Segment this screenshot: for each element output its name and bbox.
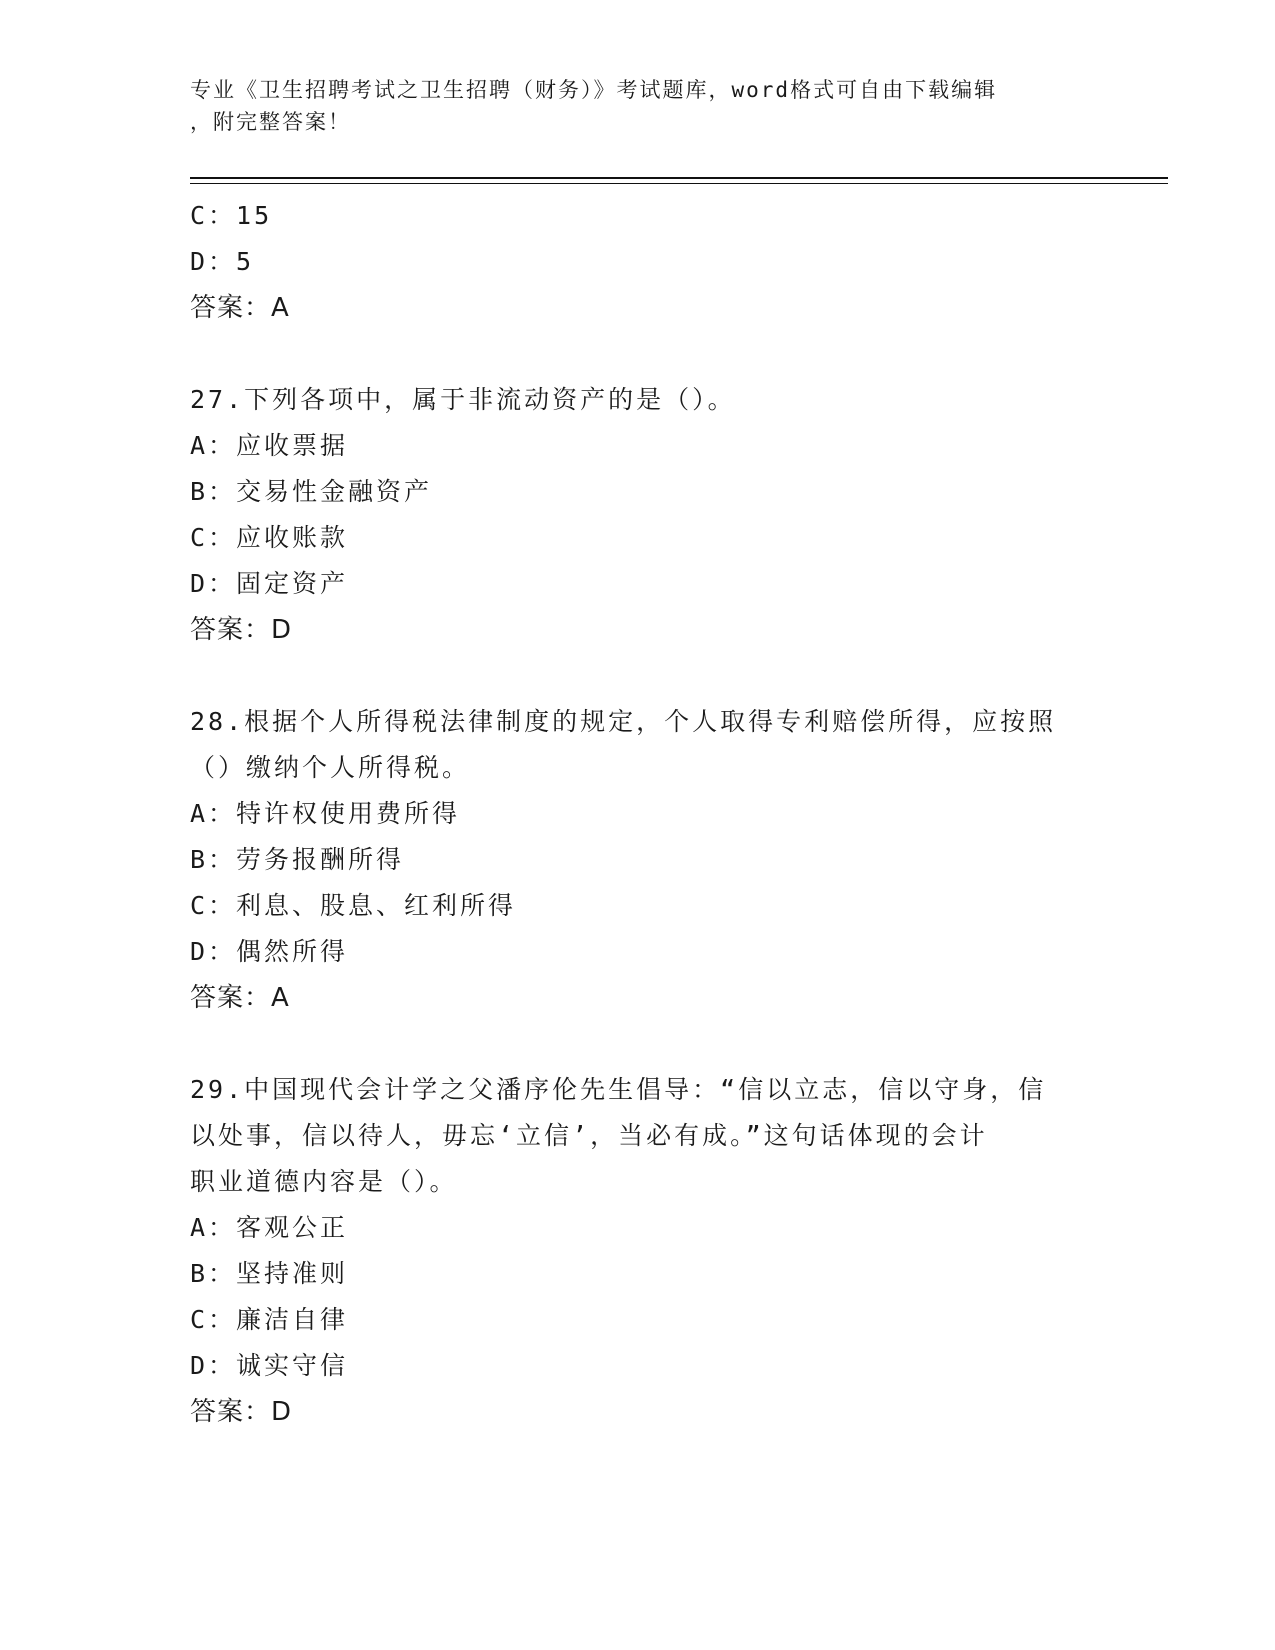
option-c: C：应收账款 [190,523,349,552]
answer-line: 答案：D [190,615,293,645]
header-line-2: ，附完整答案！ [190,110,351,134]
header-divider-thick [190,177,1168,179]
answer-line: 答案：A [190,293,290,323]
question-text-continued: 以处事，信以待人，毋忘‘立信’，当必有成。”这句话体现的会计 [190,1121,988,1150]
question-text: 27.下列各项中，属于非流动资产的是（）。 [190,385,736,414]
option-d: D：偶然所得 [190,937,349,966]
question-29 [190,1067,1090,1435]
question-28 [190,699,1090,1021]
option-d: D：固定资产 [190,569,349,598]
option-c: C：15 [190,201,273,230]
header-divider-thin [190,183,1168,184]
question-text-continued: 职业道德内容是（）。 [190,1167,458,1196]
option-c: C：廉洁自律 [190,1305,349,1334]
option-d: D：诚实守信 [190,1351,349,1380]
header-line-1: 专业《卫生招聘考试之卫生招聘（财务）》考试题库，word格式可自由下载编辑 [190,78,998,102]
answer-line: 答案：D [190,1397,293,1427]
document-body [190,193,1090,1435]
question-27 [190,377,1090,653]
option-b: B：劳务报酬所得 [190,845,405,874]
question-26-tail [190,193,1090,331]
question-text: 29.中国现代会计学之父潘序伦先生倡导：“信以立志，信以守身，信 [190,1075,1047,1104]
answer-line: 答案：A [190,983,290,1013]
option-d: D：5 [190,247,255,276]
question-text-continued: （）缴纳个人所得税。 [190,753,471,782]
document-header [190,74,1090,138]
question-text: 28.根据个人所得税法律制度的规定，个人取得专利赔偿所得，应按照 [190,707,1057,736]
option-a: A：客观公正 [190,1213,349,1242]
option-b: B：坚持准则 [190,1259,349,1288]
option-a: A：特许权使用费所得 [190,799,461,828]
option-c: C：利息、股息、红利所得 [190,891,517,920]
option-b: B：交易性金融资产 [190,477,433,506]
option-a: A：应收票据 [190,431,349,460]
